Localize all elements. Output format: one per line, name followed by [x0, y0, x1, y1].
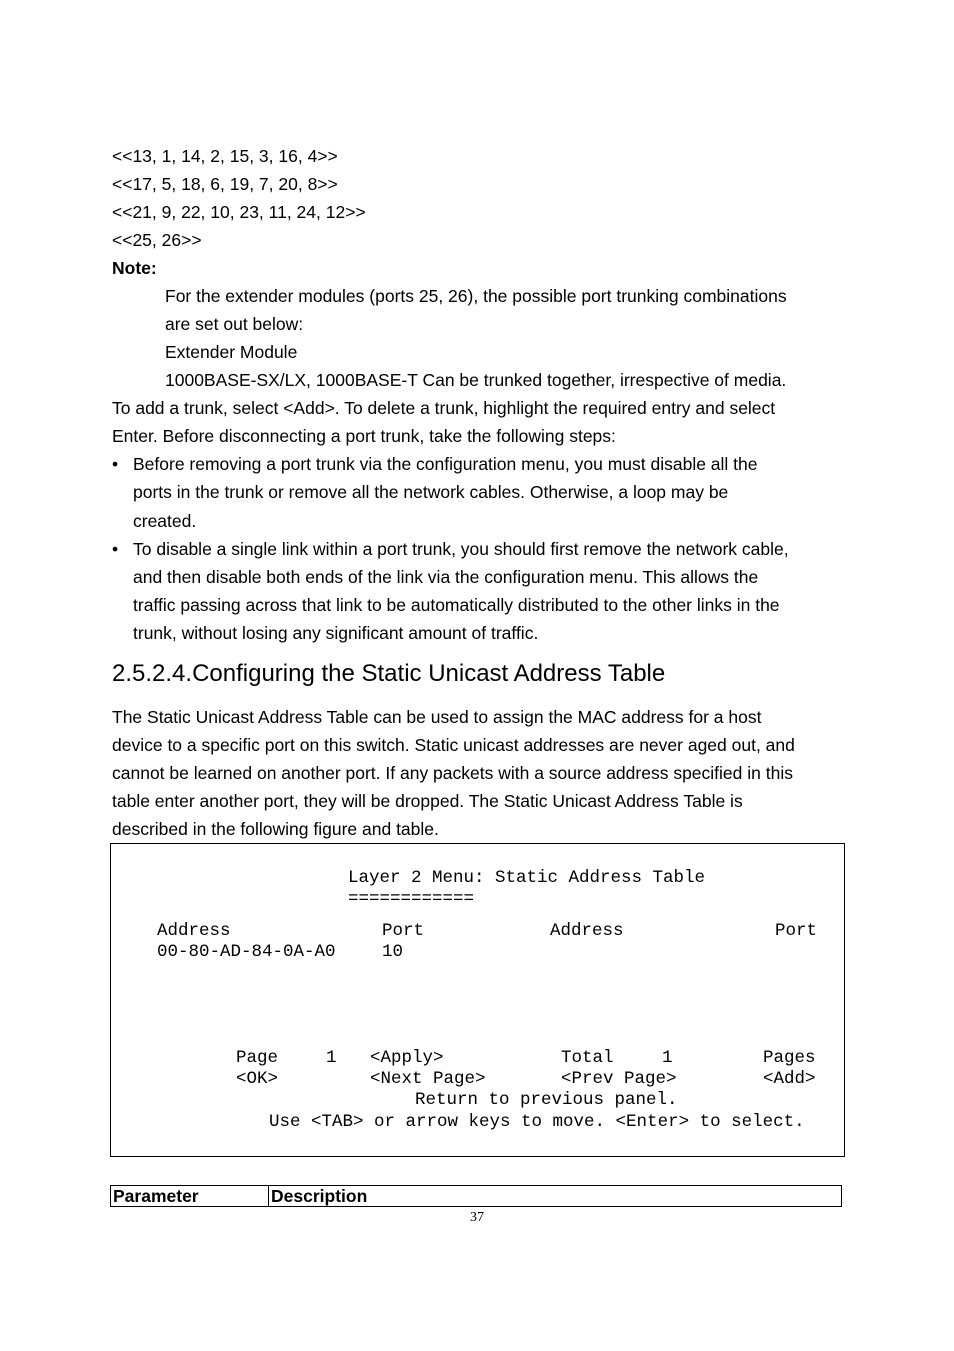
page-value[interactable]: 1: [326, 1048, 337, 1068]
trunk-group-1: <<13, 1, 14, 2, 15, 3, 16, 4>>: [112, 146, 338, 166]
column-header-address-1: Address: [157, 921, 231, 941]
section-body-line-4: table enter another port, they will be dropped. The Static Unicast Address Table is: [112, 791, 743, 811]
bullet-symbol-2: •: [112, 539, 119, 559]
apply-button[interactable]: <Apply>: [370, 1048, 444, 1068]
intro-line-2: Enter. Before disconnecting a port trunk, take the following steps:: [112, 426, 616, 446]
section-body-line-5: described in the following figure and table.: [112, 819, 439, 839]
section-heading: 2.5.2.4.Configuring the Static Unicast Address Table: [112, 660, 666, 687]
column-header-address-2: Address: [550, 921, 624, 941]
note-line-3: Extender Module: [165, 342, 298, 362]
parameter-header: Parameter: [111, 1186, 269, 1206]
column-header-port-2: Port: [775, 921, 818, 941]
total-value: 1: [662, 1048, 673, 1068]
total-label: Total: [561, 1048, 614, 1068]
note-line-4: 1000BASE-SX/LX, 1000BASE-T Can be trunked together, irrespective of media.: [165, 370, 787, 390]
trunk-group-2: <<17, 5, 18, 6, 19, 7, 20, 8>>: [112, 174, 338, 194]
trunk-group-3: <<21, 9, 22, 10, 23, 11, 24, 12>>: [112, 202, 366, 222]
terminal-title-underline: ============: [348, 889, 475, 909]
column-header-port-1: Port: [382, 921, 425, 941]
trunk-group-4: <<25, 26>>: [112, 230, 202, 250]
return-hint: Return to previous panel.: [415, 1090, 678, 1110]
note-line-2: are set out below:: [165, 314, 304, 334]
add-button[interactable]: <Add>: [763, 1069, 816, 1089]
bullet-symbol-1: •: [112, 454, 119, 474]
ok-button[interactable]: <OK>: [236, 1069, 279, 1089]
next-page-button[interactable]: <Next Page>: [370, 1069, 486, 1089]
description-header: Description: [271, 1186, 368, 1206]
bullet-2-line-3: traffic passing across that link to be automatically distributed to the other links in the: [133, 595, 780, 615]
terminal-title: Layer 2 Menu: Static Address Table: [348, 868, 706, 888]
bullet-1-line-1: Before removing a port trunk via the configuration menu, you must disable all the: [133, 454, 758, 474]
bullet-2-line-1: To disable a single link within a port trunk, you should first remove the network cable,: [133, 539, 789, 559]
address-entry-mac[interactable]: 00-80-AD-84-0A-A0: [157, 942, 336, 962]
help-hint: Use <TAB> or arrow keys to move. <Enter> to select.: [269, 1112, 805, 1132]
intro-line-1: To add a trunk, select <Add>. To delete a trunk, highlight the required entry and select: [112, 398, 776, 418]
section-body-line-3: cannot be learned on another port. If any packets with a source address specified in this: [112, 763, 793, 783]
pages-label: Pages: [763, 1048, 816, 1068]
bullet-2-line-2: and then disable both ends of the link via the configuration menu. This allows the: [133, 567, 759, 587]
note-line-1: For the extender modules (ports 25, 26), the possible port trunking combinations: [165, 286, 787, 306]
page-label: Page: [236, 1048, 279, 1068]
bullet-1-line-2: ports in the trunk or remove all the network cables. Otherwise, a loop may be: [133, 482, 729, 502]
section-body-line-2: device to a specific port on this switch. Static unicast addresses are never aged out, and: [112, 735, 795, 755]
section-body-line-1: The Static Unicast Address Table can be used to assign the MAC address for a host: [112, 707, 762, 727]
note-label: Note:: [112, 258, 157, 278]
parameter-table: [110, 1185, 842, 1207]
prev-page-button[interactable]: <Prev Page>: [561, 1069, 677, 1089]
address-entry-port[interactable]: 10: [382, 942, 404, 962]
bullet-1-line-3: created.: [133, 511, 197, 531]
bullet-2-line-4: trunk, without losing any significant amount of traffic.: [133, 623, 539, 643]
terminal-screen: [110, 843, 845, 1157]
page-number: 37: [470, 1210, 484, 1225]
